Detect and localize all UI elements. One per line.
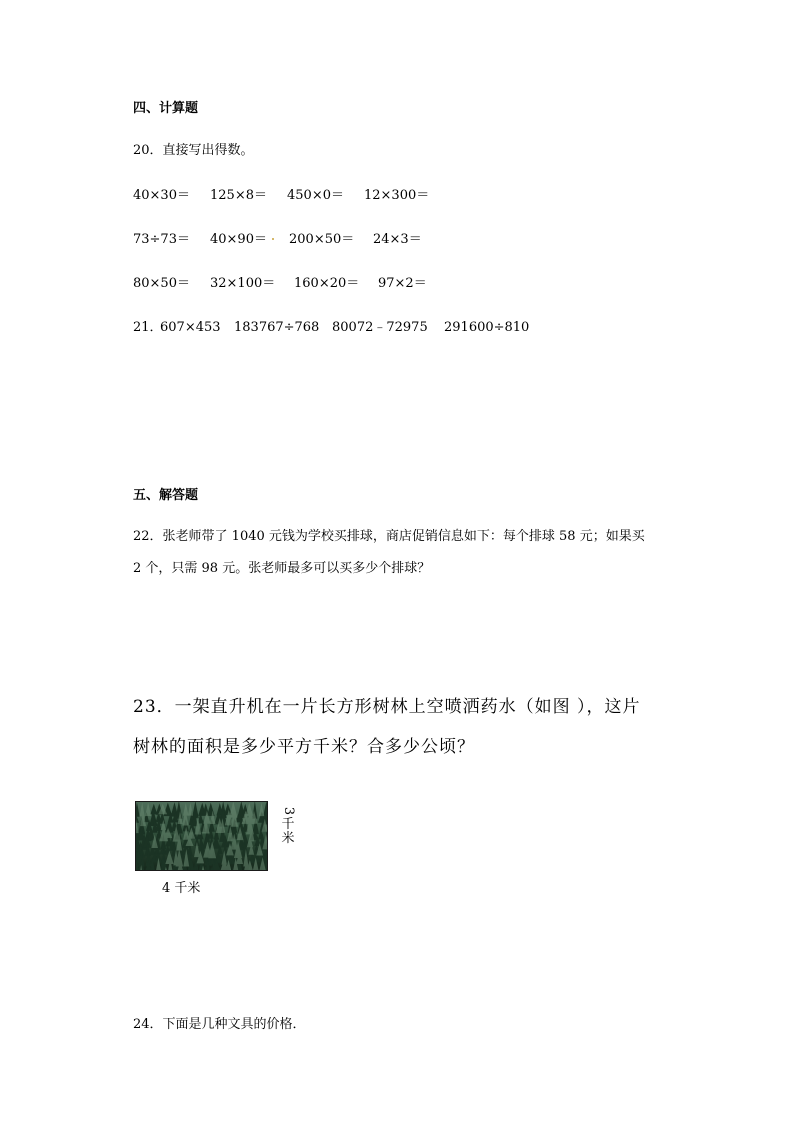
calc-item: 80×50＝ bbox=[133, 276, 190, 291]
side-length-unit-char: 米 bbox=[281, 831, 295, 846]
section-5-heading: 五、解答题 bbox=[133, 488, 199, 503]
question-number: 21． bbox=[133, 320, 163, 335]
question-22-line-2: 2 个，只需 98 元。张老师最多可以买多少个排球？ bbox=[133, 561, 431, 576]
side-length-label bbox=[280, 804, 296, 846]
calc-item: 97×2＝ bbox=[378, 276, 427, 291]
question-23-line-2: 树林的面积是多少平方千米？合多少公顷？ bbox=[133, 737, 475, 757]
bottom-length-label: 4 千米 bbox=[162, 881, 201, 896]
calc-item: 80072﹣72975 bbox=[332, 320, 428, 335]
side-length-unit-char: 千 bbox=[281, 817, 295, 832]
calc-item: 160×20＝ bbox=[294, 276, 360, 291]
stray-dot bbox=[272, 238, 274, 240]
side-length-digit: 3 bbox=[281, 806, 296, 816]
calc-item: 607×453 bbox=[160, 320, 221, 335]
calc-item: 183767÷768 bbox=[234, 320, 320, 335]
forest-image bbox=[135, 801, 268, 871]
question-24: 24．下面是几种文具的价格． bbox=[133, 1017, 306, 1032]
calc-item: 450×0＝ bbox=[287, 188, 344, 203]
calc-item: 12×300＝ bbox=[364, 188, 430, 203]
calc-item: 125×8＝ bbox=[210, 188, 267, 203]
calc-item: 200×50＝ bbox=[289, 232, 355, 247]
calc-item: 40×90＝ bbox=[210, 232, 267, 247]
calc-item: 291600÷810 bbox=[444, 320, 530, 335]
calc-item: 40×30＝ bbox=[133, 188, 190, 203]
section-4-heading: 四、计算题 bbox=[133, 101, 199, 116]
calc-item: 32×100＝ bbox=[210, 276, 276, 291]
question-23-line-1: 23．一架直升机在一片长方形树林上空喷洒药水（如图 ），这片 bbox=[133, 697, 641, 717]
calc-item: 24×3＝ bbox=[373, 232, 422, 247]
tree-shape bbox=[267, 852, 268, 862]
question-22-line-1: 22．张老师带了 1040 元钱为学校买排球，商店促销信息如下：每个排球 58 元；如果买 bbox=[133, 529, 645, 544]
calc-item: 73÷73＝ bbox=[133, 232, 190, 247]
question-20: 20．直接写出得数。 bbox=[133, 143, 254, 158]
